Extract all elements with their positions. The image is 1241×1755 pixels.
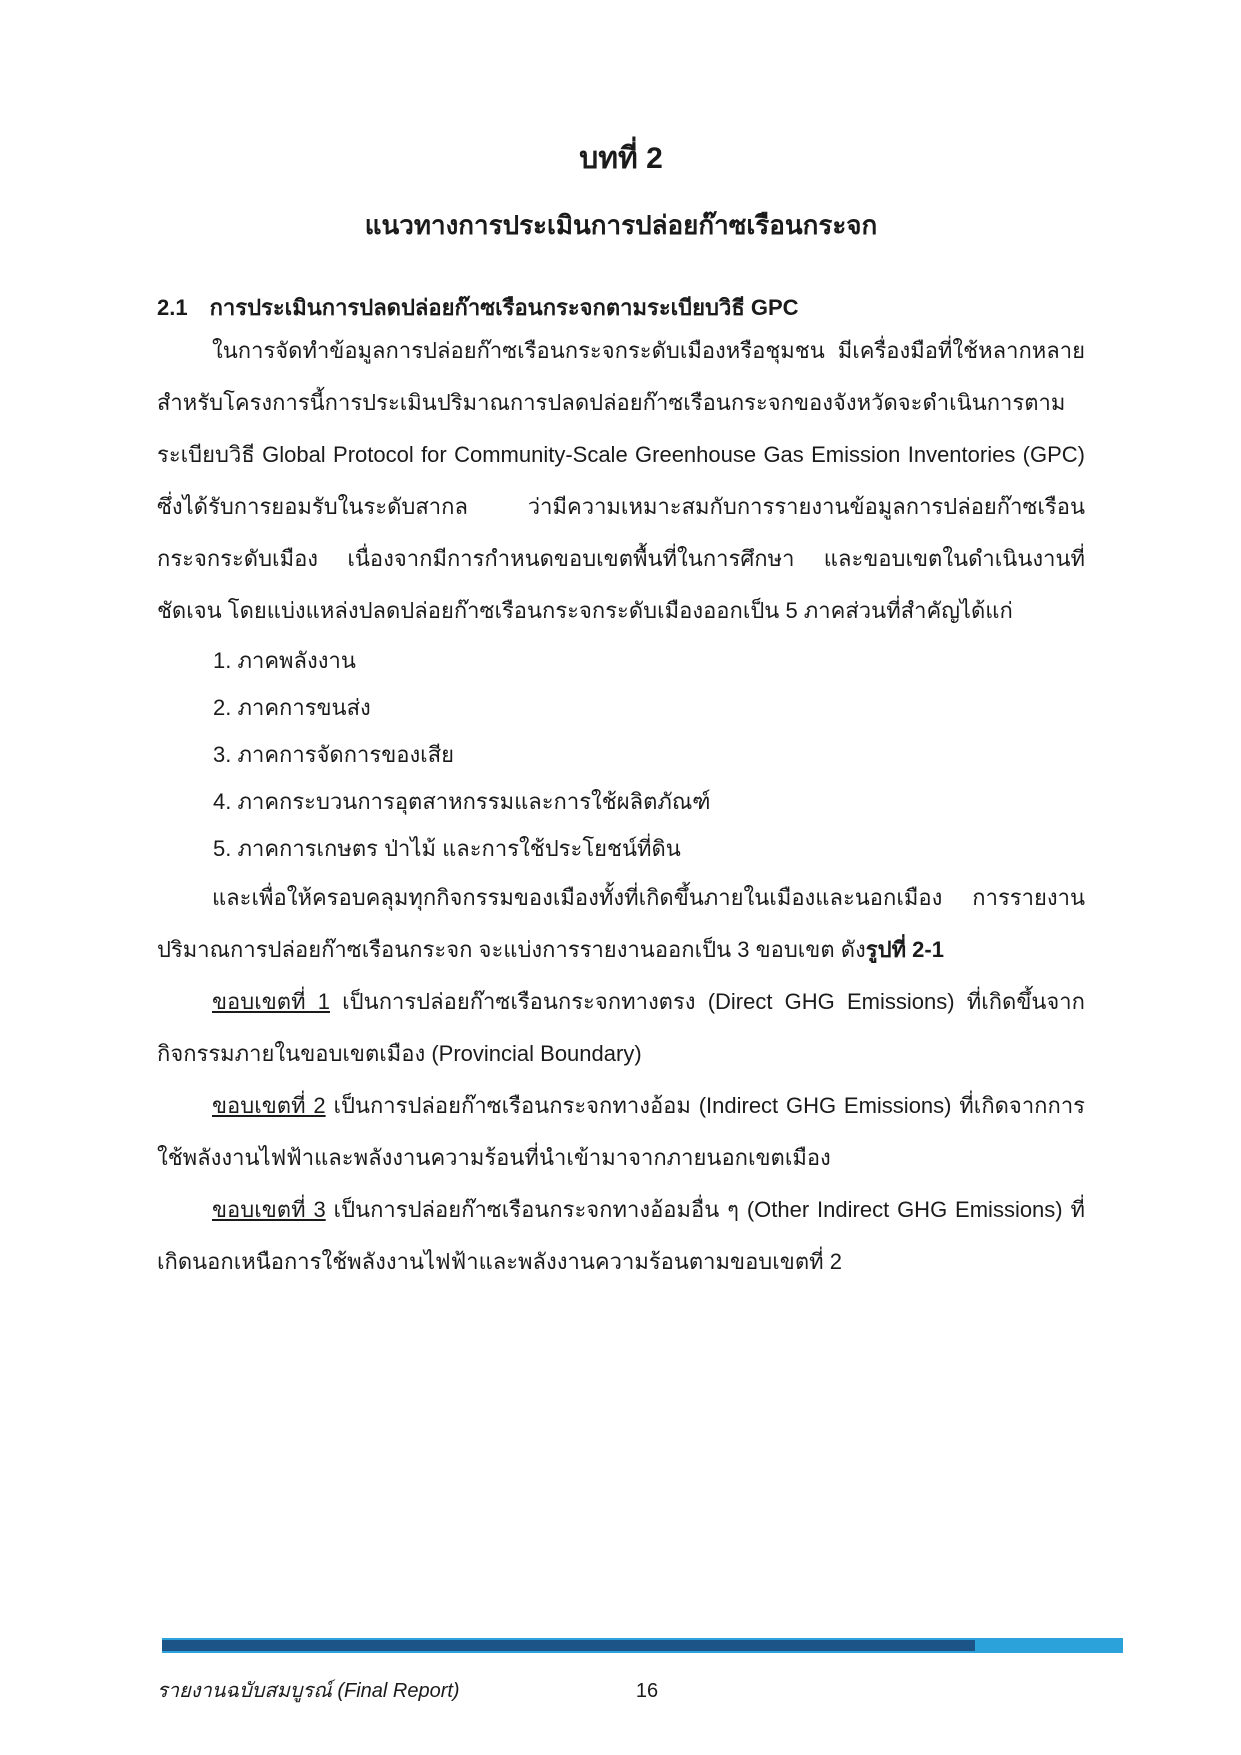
list-item: 1. ภาคพลังงาน (213, 648, 356, 673)
scope-2-text: เป็นการปล่อยก๊าซเรือนกระจกทางอ้อม (Indirect GHG Emissions) ที่เกิดจากการใช้พลังงานไฟฟ้าและพลังงานความร้อนที่นำเข้ามาจากภายนอกเขตเมือง (157, 1093, 1085, 1170)
coverage-lead-text: และเพื่อให้ครอบคลุมทุกกิจกรรมของเมืองทั้งที่เกิดขึ้นภายในเมืองและนอกเมือง การรายงานปริมาณการปล่อยก๊าซเรือนกระจก จะแบ่งการรายงานออกเป็น 3 ขอบเขต ดัง (157, 885, 1085, 962)
scope-3-paragraph (157, 1184, 1085, 1288)
coverage-paragraph (157, 872, 1085, 976)
list-item: 3. ภาคการจัดการของเสีย (213, 742, 455, 767)
scope-3-label: ขอบเขตที่ 3 (212, 1197, 326, 1222)
intro-paragraph: ในการจัดทำข้อมูลการปล่อยก๊าซเรือนกระจกระดับเมืองหรือชุมชน มีเครื่องมือที่ใช้หลากหลาย สำหรับโครงการนี้การประเมินปริมาณการปลดปล่อยก๊าซเรือนกระจกของจังหวัดจะดำเนินการตามระเบียบวิธี Global Protocol for Community-Scale Greenhouse Gas Emission Inventories (GPC) ซึ่งได้รับการยอมรับในระดับสากล ว่ามีความเหมาะสมกับการรายงานข้อมูลการปล่อยก๊าซเรือนกระจกระดับเมือง เนื่องจากมีการกำหนดขอบเขตพื้นที่ในการศึกษา และขอบเขตในดำเนินงานที่ชัดเจน โดยแบ่งแหล่งปลดปล่อยก๊าซเรือนกระจกระดับเมืองออกเป็น 5 ภาคส่วนที่สำคัญได้แก่ (157, 338, 1085, 623)
sector-list (213, 637, 1085, 872)
chapter-subtitle: แนวทางการประเมินการปล่อยก๊าซเรือนกระจก (364, 210, 878, 240)
list-item: 5. ภาคการเกษตร ป่าไม้ และการใช้ประโยชน์ที่ดิน (213, 836, 681, 861)
list-item: 4. ภาคกระบวนการอุตสาหกรรมและการใช้ผลิตภัณฑ์ (213, 789, 711, 814)
page-content (157, 137, 1085, 1288)
figure-reference: รูปที่ 2-1 (865, 937, 944, 962)
chapter-title: บทที่ 2 (579, 142, 663, 175)
footer-accent-bar (162, 1638, 1123, 1653)
scope-3-text: เป็นการปล่อยก๊าซเรือนกระจกทางอ้อมอื่น ๆ (Other Indirect GHG Emissions) ที่เกิดนอกเหนือการใช้พลังงานไฟฟ้าและพลังงานความร้อนตามขอบเขตที่ 2 (157, 1197, 1085, 1274)
footer-report-label: รายงานฉบับสมบูรณ์ (Final Report) (157, 1680, 460, 1702)
scope-1-paragraph (157, 976, 1085, 1080)
scope-1-label: ขอบเขตที่ 1 (212, 989, 330, 1014)
section-title: การประเมินการปลดปล่อยก๊าซเรือนกระจกตามระเบียบวิธี GPC (209, 295, 799, 320)
section-heading (157, 291, 1085, 325)
footer-page-number: 16 (635, 1680, 659, 1702)
section-number: 2.1 (157, 295, 188, 320)
scope-2-paragraph (157, 1080, 1085, 1184)
list-item: 2. ภาคการขนส่ง (213, 695, 371, 720)
scope-1-text: เป็นการปล่อยก๊าซเรือนกระจกทางตรง (Direct GHG Emissions) ที่เกิดขึ้นจากกิจกรรมภายในขอบเขตเมือง (Provincial Boundary) (157, 989, 1085, 1066)
footer-accent-bar-dark-segment (162, 1640, 975, 1651)
scope-2-label: ขอบเขตที่ 2 (212, 1093, 326, 1118)
